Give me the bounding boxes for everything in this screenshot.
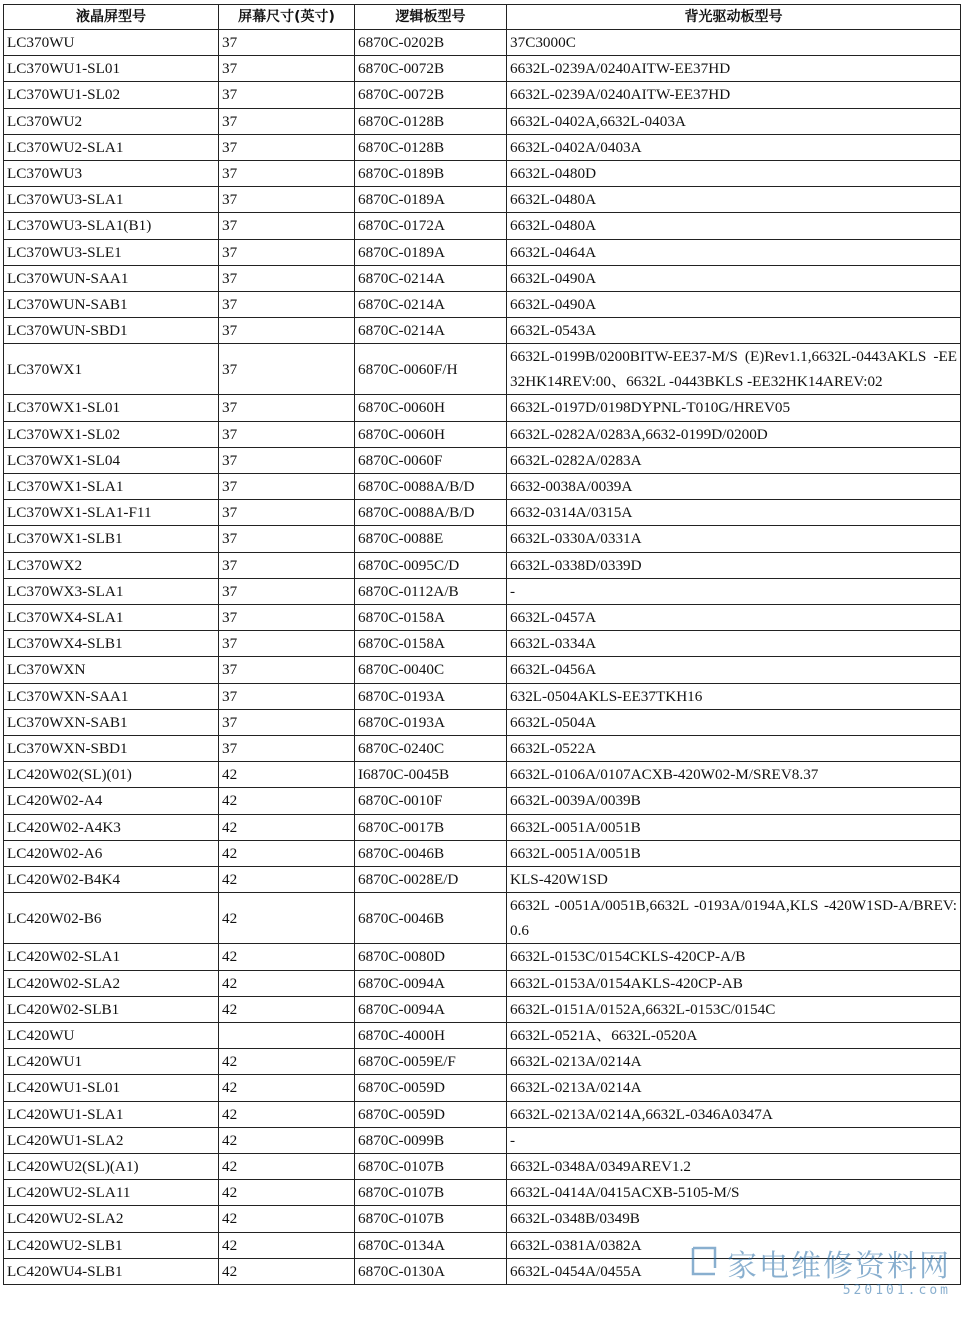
cell-backlight-board: 6632-0038A/0039A <box>507 474 961 500</box>
table-row <box>4 447 961 473</box>
cell-backlight-board: 6632L-0338D/0339D <box>507 552 961 578</box>
table-row <box>4 292 961 318</box>
cell-screen-size: 37 <box>219 318 355 344</box>
cell-backlight-board: 6632L-0454A/0455A <box>507 1258 961 1284</box>
cell-screen-size: 42 <box>219 1258 355 1284</box>
cell-panel-model: LC420WU4-SLB1 <box>4 1258 219 1284</box>
cell-screen-size: 42 <box>219 996 355 1022</box>
cell-screen-size: 42 <box>219 788 355 814</box>
cell-backlight-board: 6632L-0153C/0154CKLS-420CP-A/B <box>507 944 961 970</box>
cell-screen-size: 42 <box>219 1206 355 1232</box>
cell-logic-board: 6870C-0193A <box>355 709 507 735</box>
table-row <box>4 421 961 447</box>
table-row <box>4 867 961 893</box>
table-row <box>4 631 961 657</box>
cell-panel-model: LC420WU1-SLA2 <box>4 1127 219 1153</box>
cell-panel-model: LC370WX3-SLA1 <box>4 578 219 604</box>
table-row <box>4 1101 961 1127</box>
cell-logic-board: 6870C-0158A <box>355 605 507 631</box>
table-row <box>4 944 961 970</box>
cell-backlight-board: 6632L-0239A/0240AITW-EE37HD <box>507 82 961 108</box>
table-row <box>4 893 961 944</box>
cell-logic-board: 6870C-0130A <box>355 1258 507 1284</box>
cell-logic-board: 6870C-0040C <box>355 657 507 683</box>
cell-backlight-board: 6632L -0051A/0051B,6632L -0193A/0194A,KLS -420W1SD-A/BREV:0.6 <box>507 893 961 944</box>
cell-logic-board: 6870C-0059E/F <box>355 1049 507 1075</box>
cell-backlight-board: 6632L-0213A/0214A <box>507 1049 961 1075</box>
cell-backlight-board: 6632L-0521A、6632L-0520A <box>507 1022 961 1048</box>
cell-panel-model: LC370WXN-SAA1 <box>4 683 219 709</box>
cell-screen-size: 37 <box>219 56 355 82</box>
cell-screen-size: 37 <box>219 292 355 318</box>
cell-logic-board: 6870C-0107B <box>355 1206 507 1232</box>
cell-backlight-board: 6632L-0199B/0200BITW-EE37-M/S (E)Rev1.1,6632L-0443AKLS -EE32HK14REV:00、6632L -0443BKLS -EE32HK14AREV:02 <box>507 344 961 395</box>
cell-logic-board: 6870C-0060H <box>355 421 507 447</box>
table-row <box>4 134 961 160</box>
cell-logic-board: 6870C-0060F <box>355 447 507 473</box>
cell-logic-board: 6870C-0189A <box>355 187 507 213</box>
cell-backlight-board: 6632L-0480A <box>507 213 961 239</box>
cell-screen-size <box>219 1022 355 1048</box>
table-row <box>4 500 961 526</box>
table-header-row <box>4 5 961 30</box>
cell-backlight-board: 6632L-0039A/0039B <box>507 788 961 814</box>
cell-screen-size: 42 <box>219 1232 355 1258</box>
table-row <box>4 239 961 265</box>
table-row <box>4 762 961 788</box>
cell-screen-size: 37 <box>219 344 355 395</box>
cell-backlight-board: 6632L-0151A/0152A,6632L-0153C/0154C <box>507 996 961 1022</box>
cell-backlight-board: - <box>507 1127 961 1153</box>
cell-panel-model: LC420W02-B6 <box>4 893 219 944</box>
cell-screen-size: 37 <box>219 657 355 683</box>
table-row <box>4 187 961 213</box>
table-row <box>4 474 961 500</box>
cell-backlight-board: 6632L-0282A/0283A,6632-0199D/0200D <box>507 421 961 447</box>
cell-logic-board: 6870C-0046B <box>355 840 507 866</box>
cell-backlight-board: 6632L-0051A/0051B <box>507 814 961 840</box>
cell-logic-board: 6870C-0214A <box>355 292 507 318</box>
cell-backlight-board: 6632L-0490A <box>507 292 961 318</box>
cell-panel-model: LC370WXN-SBD1 <box>4 736 219 762</box>
table-row <box>4 1022 961 1048</box>
cell-logic-board: 6870C-0059D <box>355 1075 507 1101</box>
cell-backlight-board: 6632L-0381A/0382A <box>507 1232 961 1258</box>
cell-screen-size: 37 <box>219 134 355 160</box>
cell-panel-model: LC370WU2-SLA1 <box>4 134 219 160</box>
cell-screen-size: 42 <box>219 970 355 996</box>
cell-logic-board: 6870C-0214A <box>355 318 507 344</box>
cell-logic-board: 6870C-0193A <box>355 683 507 709</box>
table-row <box>4 56 961 82</box>
cell-screen-size: 37 <box>219 736 355 762</box>
cell-backlight-board: 6632L-0213A/0214A,6632L-0346A0347A <box>507 1101 961 1127</box>
cell-logic-board: 6870C-0088E <box>355 526 507 552</box>
cell-logic-board: 6870C-0010F <box>355 788 507 814</box>
cell-screen-size: 37 <box>219 447 355 473</box>
cell-backlight-board: 6632L-0402A,6632L-0403A <box>507 108 961 134</box>
header-screen-size: 屏幕尺寸(英寸) <box>219 5 355 30</box>
cell-panel-model: LC420WU <box>4 1022 219 1048</box>
table-row <box>4 526 961 552</box>
table-row <box>4 108 961 134</box>
cell-logic-board: 6870C-0202B <box>355 30 507 56</box>
table-row <box>4 736 961 762</box>
cell-screen-size: 42 <box>219 1153 355 1179</box>
cell-logic-board: 6870C-0099B <box>355 1127 507 1153</box>
cell-logic-board: 6870C-0189A <box>355 239 507 265</box>
cell-logic-board: 6870C-0094A <box>355 970 507 996</box>
cell-backlight-board: 6632L-0330A/0331A <box>507 526 961 552</box>
cell-screen-size: 37 <box>219 474 355 500</box>
cell-logic-board: 6870C-0107B <box>355 1180 507 1206</box>
table-body <box>4 30 961 1285</box>
cell-screen-size: 42 <box>219 1101 355 1127</box>
cell-backlight-board: 6632L-0414A/0415ACXB-5105-M/S <box>507 1180 961 1206</box>
table-row <box>4 709 961 735</box>
table-row <box>4 683 961 709</box>
cell-panel-model: LC370WX4-SLB1 <box>4 631 219 657</box>
table-row <box>4 161 961 187</box>
cell-screen-size: 42 <box>219 867 355 893</box>
cell-screen-size: 42 <box>219 1127 355 1153</box>
watermark-logo <box>689 1241 951 1298</box>
cell-screen-size: 37 <box>219 500 355 526</box>
table-row <box>4 657 961 683</box>
cell-logic-board: I6870C-0045B <box>355 762 507 788</box>
cell-backlight-board: KLS-420W1SD <box>507 867 961 893</box>
cell-panel-model: LC420WU1-SLA1 <box>4 1101 219 1127</box>
cell-panel-model: LC420W02-A6 <box>4 840 219 866</box>
cell-panel-model: LC420W02-A4K3 <box>4 814 219 840</box>
cell-screen-size: 37 <box>219 82 355 108</box>
cell-screen-size: 37 <box>219 421 355 447</box>
cell-screen-size: 42 <box>219 1180 355 1206</box>
cell-screen-size: 37 <box>219 213 355 239</box>
table-row <box>4 1153 961 1179</box>
cell-backlight-board: 6632L-0051A/0051B <box>507 840 961 866</box>
cell-screen-size: 37 <box>219 30 355 56</box>
cell-logic-board: 6870C-0214A <box>355 265 507 291</box>
cell-screen-size: 42 <box>219 893 355 944</box>
cell-backlight-board: 6632-0314A/0315A <box>507 500 961 526</box>
table-row <box>4 1180 961 1206</box>
cell-logic-board: 6870C-0060H <box>355 395 507 421</box>
cell-backlight-board: 6632L-0334A <box>507 631 961 657</box>
cell-panel-model: LC370WXN-SAB1 <box>4 709 219 735</box>
cell-backlight-board: 6632L-0464A <box>507 239 961 265</box>
cell-backlight-board: - <box>507 578 961 604</box>
cell-backlight-board: 6632L-0522A <box>507 736 961 762</box>
cell-panel-model: LC370WU1-SL02 <box>4 82 219 108</box>
cell-backlight-board: 6632L-0213A/0214A <box>507 1075 961 1101</box>
cell-panel-model: LC370WU1-SL01 <box>4 56 219 82</box>
cell-logic-board: 6870C-0189B <box>355 161 507 187</box>
cell-screen-size: 37 <box>219 683 355 709</box>
cell-panel-model: LC370WU3 <box>4 161 219 187</box>
cell-backlight-board: 6632L-0402A/0403A <box>507 134 961 160</box>
table-row <box>4 395 961 421</box>
cell-logic-board: 6870C-0060F/H <box>355 344 507 395</box>
cell-backlight-board: 37C3000C <box>507 30 961 56</box>
cell-screen-size: 42 <box>219 1075 355 1101</box>
cell-backlight-board: 6632L-0348A/0349AREV1.2 <box>507 1153 961 1179</box>
cell-panel-model: LC370WU3-SLA1(B1) <box>4 213 219 239</box>
cell-panel-model: LC420WU2-SLB1 <box>4 1232 219 1258</box>
cell-logic-board: 6870C-0072B <box>355 82 507 108</box>
cell-logic-board: 6870C-4000H <box>355 1022 507 1048</box>
table-row <box>4 1206 961 1232</box>
cell-panel-model: LC370WX2 <box>4 552 219 578</box>
cell-logic-board: 6870C-0112A/B <box>355 578 507 604</box>
cell-panel-model: LC370WU <box>4 30 219 56</box>
cell-panel-model: LC370WX4-SLA1 <box>4 605 219 631</box>
cell-backlight-board: 6632L-0197D/0198DYPNL-T010G/HREV05 <box>507 395 961 421</box>
cell-panel-model: LC370WX1-SL04 <box>4 447 219 473</box>
cell-logic-board: 6870C-0017B <box>355 814 507 840</box>
cell-panel-model: LC420W02-SLA2 <box>4 970 219 996</box>
cell-logic-board: 6870C-0107B <box>355 1153 507 1179</box>
cell-screen-size: 37 <box>219 187 355 213</box>
cell-logic-board: 6870C-0072B <box>355 56 507 82</box>
cell-screen-size: 37 <box>219 709 355 735</box>
cell-panel-model: LC370WUN-SAB1 <box>4 292 219 318</box>
cell-backlight-board: 6632L-0504A <box>507 709 961 735</box>
table-row <box>4 82 961 108</box>
table-row <box>4 578 961 604</box>
cell-panel-model: LC370WX1-SL01 <box>4 395 219 421</box>
table-row <box>4 788 961 814</box>
cell-logic-board: 6870C-0028E/D <box>355 867 507 893</box>
parts-table-sheet <box>3 4 960 1285</box>
table-row <box>4 1127 961 1153</box>
table-row <box>4 1075 961 1101</box>
cell-screen-size: 37 <box>219 526 355 552</box>
cell-panel-model: LC370WU3-SLE1 <box>4 239 219 265</box>
cell-screen-size: 37 <box>219 108 355 134</box>
watermark-logo-url: 520101.com <box>842 1283 951 1298</box>
cell-panel-model: LC420W02(SL)(01) <box>4 762 219 788</box>
cell-screen-size: 42 <box>219 814 355 840</box>
table-row <box>4 840 961 866</box>
table-row <box>4 344 961 395</box>
cell-logic-board: 6870C-0094A <box>355 996 507 1022</box>
cell-backlight-board: 6632L-0457A <box>507 605 961 631</box>
table-row <box>4 1049 961 1075</box>
cell-logic-board: 6870C-0128B <box>355 134 507 160</box>
cell-panel-model: LC420W02-SLA1 <box>4 944 219 970</box>
cell-panel-model: LC420WU1 <box>4 1049 219 1075</box>
cell-screen-size: 37 <box>219 265 355 291</box>
cell-panel-model: LC370WUN-SBD1 <box>4 318 219 344</box>
cell-logic-board: 6870C-0046B <box>355 893 507 944</box>
watermark-logo-text: 家电维修资料网 <box>727 1249 951 1284</box>
cell-panel-model: LC420WU1-SL01 <box>4 1075 219 1101</box>
cell-screen-size: 42 <box>219 762 355 788</box>
table-row <box>4 814 961 840</box>
cell-backlight-board: 6632L-0282A/0283A <box>507 447 961 473</box>
cell-screen-size: 42 <box>219 840 355 866</box>
cell-backlight-board: 6632L-0480D <box>507 161 961 187</box>
cell-screen-size: 37 <box>219 578 355 604</box>
cell-logic-board: 6870C-0134A <box>355 1232 507 1258</box>
book-corner-icon <box>689 1244 723 1283</box>
cell-backlight-board: 6632L-0106A/0107ACXB-420W02-M/SREV8.37 <box>507 762 961 788</box>
header-panel-model: 液晶屏型号 <box>4 5 219 30</box>
cell-panel-model: LC370WX1-SLA1 <box>4 474 219 500</box>
header-backlight-board: 背光驱动板型号 <box>507 5 961 30</box>
cell-panel-model: LC370WUN-SAA1 <box>4 265 219 291</box>
cell-screen-size: 42 <box>219 1049 355 1075</box>
cell-backlight-board: 6632L-0456A <box>507 657 961 683</box>
cell-screen-size: 42 <box>219 944 355 970</box>
table-row <box>4 552 961 578</box>
cell-screen-size: 37 <box>219 605 355 631</box>
cell-panel-model: LC420WU2-SLA2 <box>4 1206 219 1232</box>
cell-logic-board: 6870C-0095C/D <box>355 552 507 578</box>
cell-logic-board: 6870C-0158A <box>355 631 507 657</box>
cell-panel-model: LC420W02-A4 <box>4 788 219 814</box>
cell-logic-board: 6870C-0172A <box>355 213 507 239</box>
cell-screen-size: 37 <box>219 395 355 421</box>
header-logic-board: 逻辑板型号 <box>355 5 507 30</box>
cell-panel-model: LC420WU2-SLA11 <box>4 1180 219 1206</box>
cell-panel-model: LC420W02-SLB1 <box>4 996 219 1022</box>
cell-logic-board: 6870C-0128B <box>355 108 507 134</box>
cell-panel-model: LC420WU2(SL)(A1) <box>4 1153 219 1179</box>
table-row <box>4 605 961 631</box>
cell-logic-board: 6870C-0088A/B/D <box>355 500 507 526</box>
cell-panel-model: LC370WXN <box>4 657 219 683</box>
table-row <box>4 970 961 996</box>
cell-panel-model: LC370WU2 <box>4 108 219 134</box>
table-row <box>4 30 961 56</box>
cell-panel-model: LC370WX1-SLB1 <box>4 526 219 552</box>
cell-logic-board: 6870C-0240C <box>355 736 507 762</box>
cell-backlight-board: 632L-0504AKLS-EE37TKH16 <box>507 683 961 709</box>
table-row <box>4 265 961 291</box>
table-row <box>4 213 961 239</box>
cell-backlight-board: 6632L-0153A/0154AKLS-420CP-AB <box>507 970 961 996</box>
cell-screen-size: 37 <box>219 161 355 187</box>
cell-backlight-board: 6632L-0543A <box>507 318 961 344</box>
cell-logic-board: 6870C-0088A/B/D <box>355 474 507 500</box>
cell-backlight-board: 6632L-0490A <box>507 265 961 291</box>
cell-panel-model: LC370WX1-SLA1-F11 <box>4 500 219 526</box>
cell-panel-model: LC370WU3-SLA1 <box>4 187 219 213</box>
cell-panel-model: LC420W02-B4K4 <box>4 867 219 893</box>
cell-backlight-board: 6632L-0239A/0240AITW-EE37HD <box>507 56 961 82</box>
lcd-board-table <box>3 4 961 1285</box>
table-row <box>4 996 961 1022</box>
cell-panel-model: LC370WX1-SL02 <box>4 421 219 447</box>
cell-panel-model: LC370WX1 <box>4 344 219 395</box>
cell-logic-board: 6870C-0080D <box>355 944 507 970</box>
cell-screen-size: 37 <box>219 552 355 578</box>
cell-logic-board: 6870C-0059D <box>355 1101 507 1127</box>
cell-backlight-board: 6632L-0348B/0349B <box>507 1206 961 1232</box>
cell-screen-size: 37 <box>219 239 355 265</box>
table-row <box>4 318 961 344</box>
cell-backlight-board: 6632L-0480A <box>507 187 961 213</box>
cell-screen-size: 37 <box>219 631 355 657</box>
